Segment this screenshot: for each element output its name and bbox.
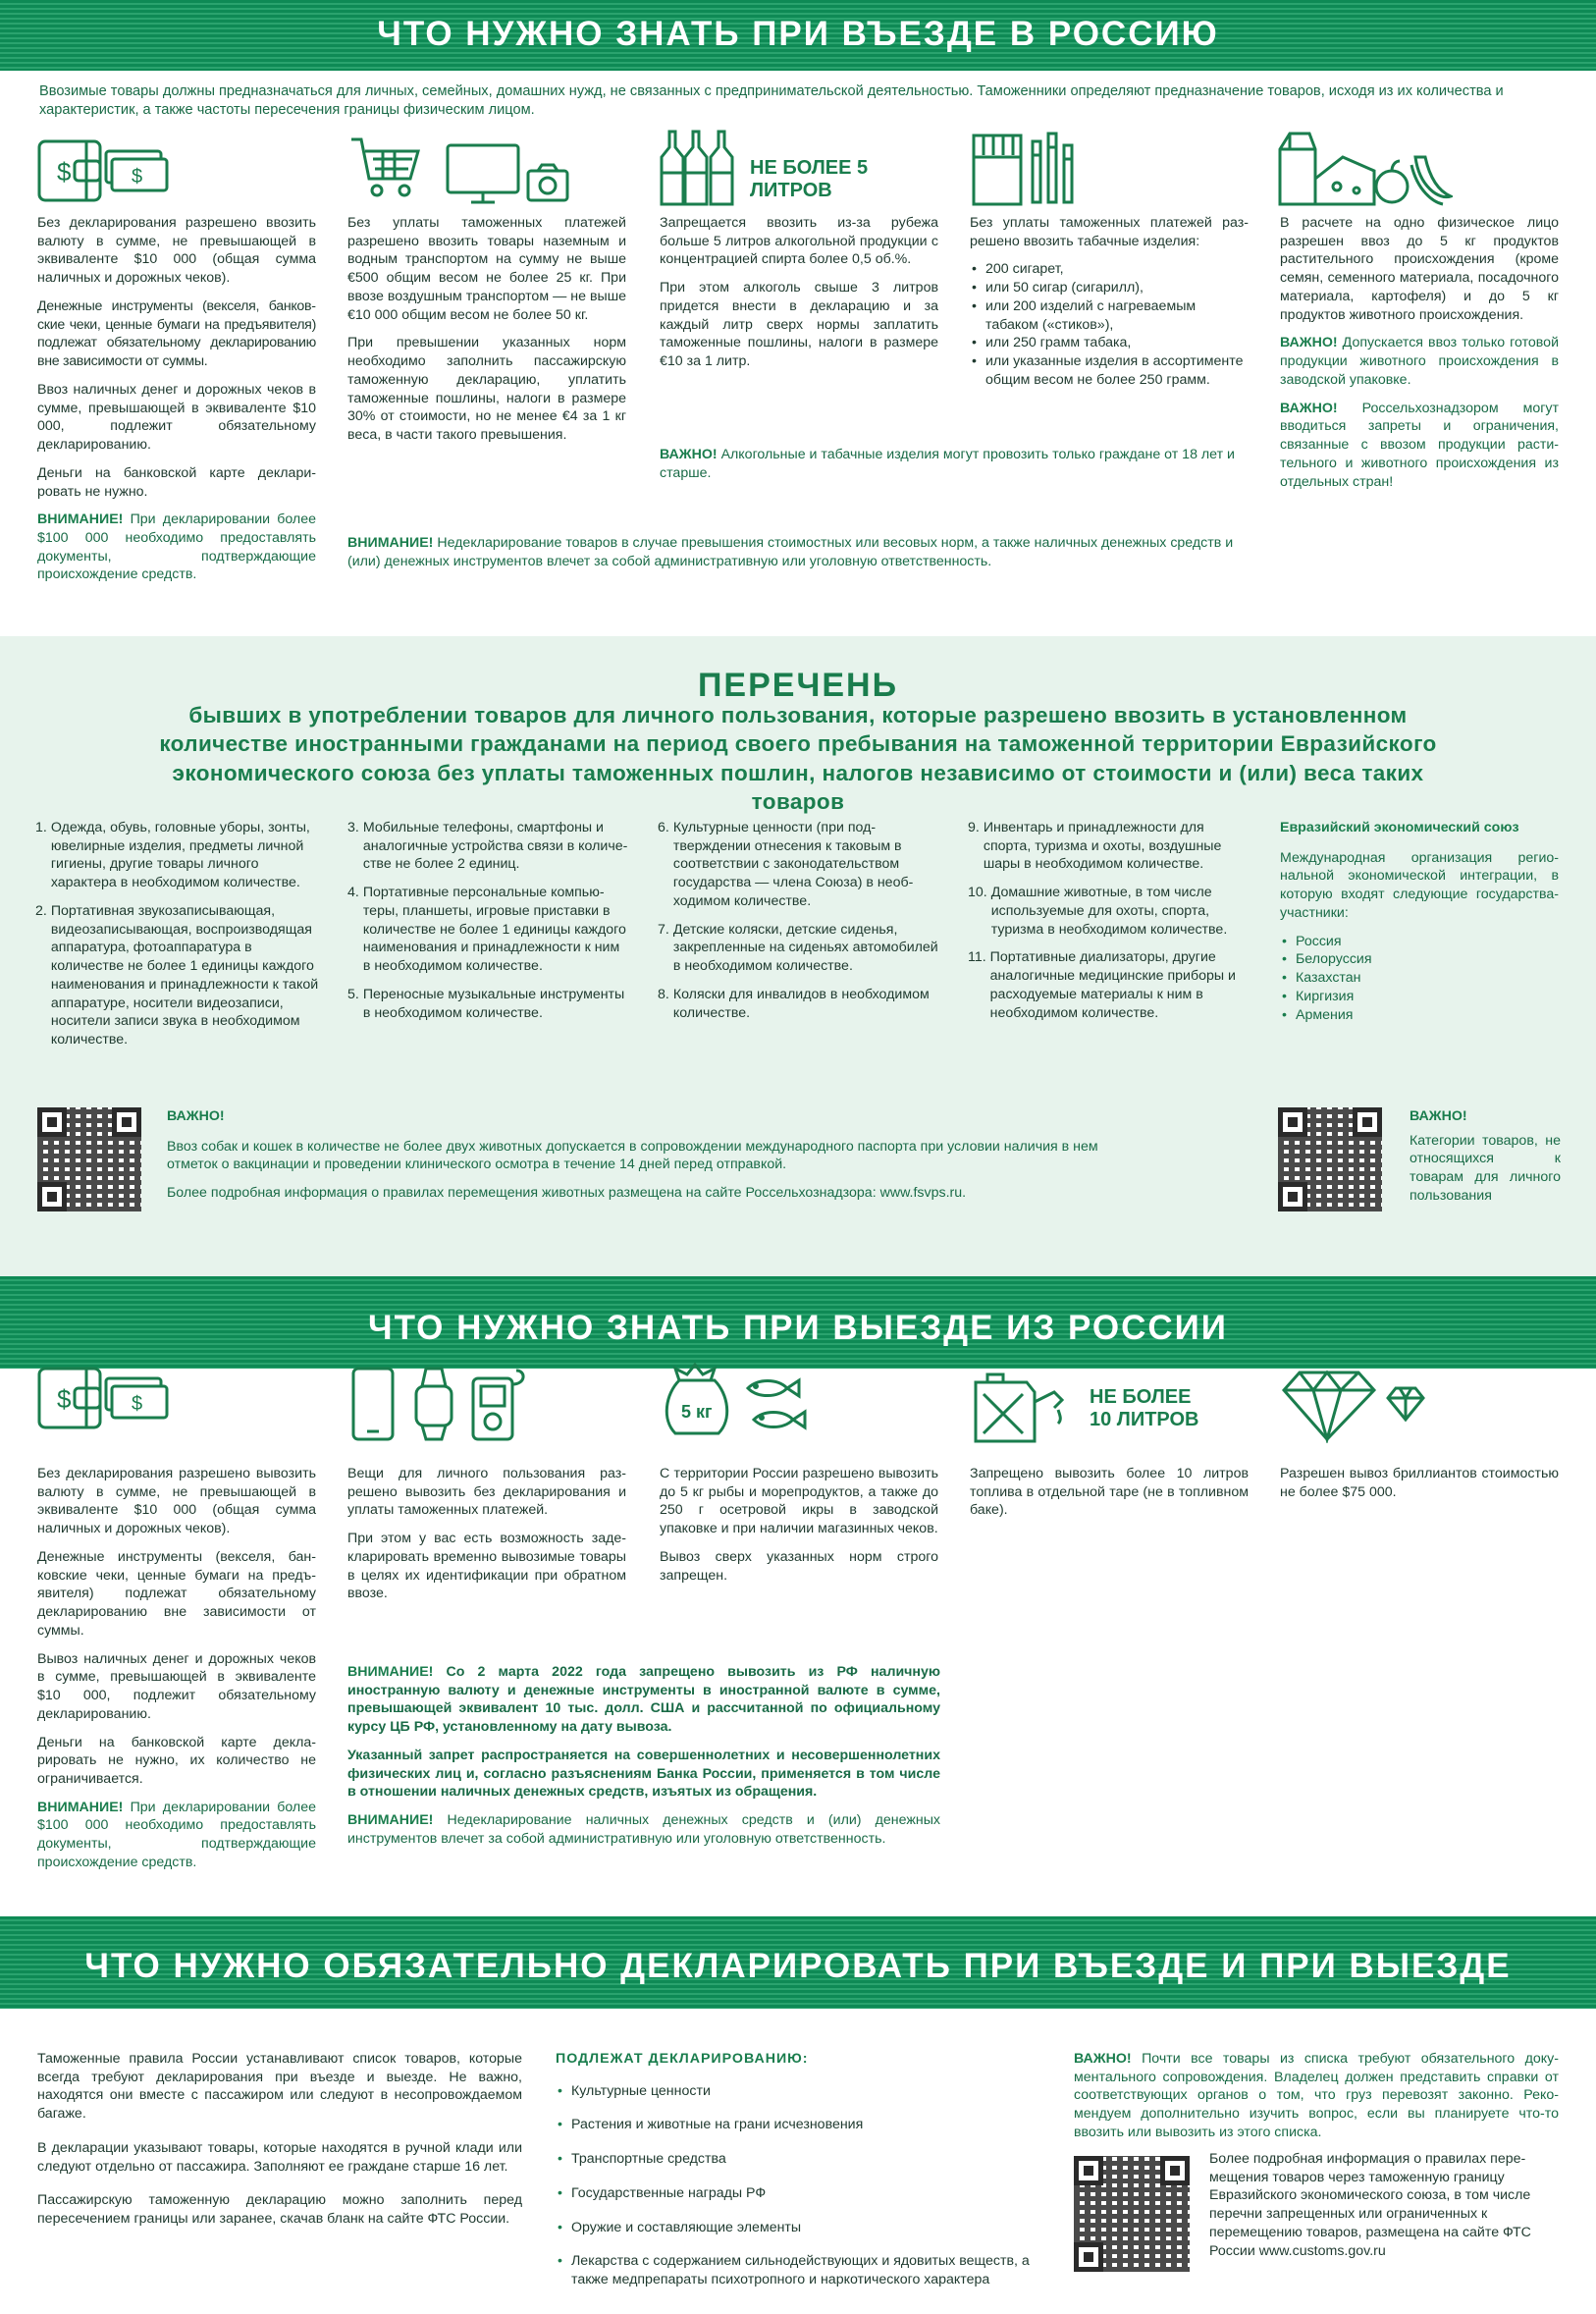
entry-food-p1: В расчете на одно физическое лицо разрешен ввоз до 5 кг продуктов растительного происхождения (кроме семян, семенного материала, посадочного материала, картофеля) и до 5 кг продуктов животного происхождения. <box>1280 215 1559 323</box>
list-item: • Растения и животные на грани исчезновения <box>556 2116 1040 2134</box>
list-item: • Культурные ценности <box>556 2082 1040 2101</box>
eaeu-title: Евразийский экономический союз <box>1280 820 1519 835</box>
exit-title-band <box>0 1276 1596 1369</box>
exit-currency-attn: ВНИМАНИЕ! При декларировании более $100 000 необходимо предоставлять документы, подтверждающие происхождение средств. <box>37 1799 316 1870</box>
list-item: 11. Портативные диализаторы, другие аналогичные медицинские приборы и расходуемые материалы к ним в необходимом количестве. <box>968 949 1236 1021</box>
wallet-money-icon <box>37 137 175 206</box>
entry-alcohol-p1: Запрещается ввозить из-за рубежа больше 5 литров алкогольной продукции с концентрацией спирта более 0,5 об.%. <box>660 215 938 268</box>
wallet-money-icon <box>37 1365 175 1433</box>
svg-text:$: $ <box>57 1384 72 1414</box>
entry-alcohol-p2: При этом алкоголь свыше 3 литров придется внести в декларацию и за каждый литр сверх нормы заплатить таможенные пошлины, налоги в размере €10 за 1 литр. <box>660 280 938 370</box>
declare-note: ВАЖНО! Почти все товары из списка требуют обязательного документального сопровождения. Владелец должен представить справки от соответствующих органов о том, что груз перевозят законно. Рекомендуем дополнительно изучить вопрос, если вы планируете что-то ввозить или вывозить из этого списка. <box>1074 2051 1559 2140</box>
exit-col-personal: Вещи для личного пользования разрешено вывозить без декларирования и уплаты таможенных платежей. При этом у вас есть возможность задекларировать временно вывозимые товары в целях их идентификации при обратном ввозе. <box>347 1466 626 1602</box>
declare-title-band <box>0 1916 1596 2009</box>
entry-attention: ВНИМАНИЕ! Недекларирование товаров в случае превышения стоимостных или весовых норм, а также наличных денежных средств и (или) денежных инструментов влечет за собой административную или уголовную ответственность. <box>347 535 1234 569</box>
list-item: • Государственные награды РФ <box>556 2184 1040 2203</box>
list-item: • или 50 сигар (сигарилл), <box>970 279 1249 297</box>
list-col-1 <box>35 819 320 1059</box>
list-item: 4. Портативные персональные компьютеры, планшеты, игровые приставки в количестве не более 1 единицы каждого наименования и принадлежности к ним в необходимом количестве. <box>347 885 626 975</box>
list-item: • или 200 изделий с нагреваемым табаком («стиков»), <box>970 297 1249 334</box>
exit-col-fish: С территории России разрешено вывозить до 5 кг рыбы и морепродуктов, а также до 250 г осетровой икры в заводской упаковке и при наличии магазинных чеков. Вывоз сверх указанных норм строго запрещен. <box>660 1466 938 1584</box>
svg-text:$: $ <box>57 157 72 187</box>
entry-currency-p4: Деньги на банковской карте декларировать не нужно. <box>37 464 316 500</box>
tobacco-icon <box>970 128 1088 208</box>
list-item: 6. Культурные ценности (при подтверждении отнесения к таковым в соответствии с законодательством государства — члена Союза) в необходимом количестве. <box>658 820 914 909</box>
list-item: 1. Одежда, обувь, головные уборы, зонты, ювелирные изделия, предметы личной гигиены, другие товары личного характера в необходимом количестве. <box>35 820 310 891</box>
entry-currency-p2: Денежные инструменты (векселя, банковские чеки, ценные бумаги на предъявителя) подлежат обязательному декларированию вне зависимости от суммы. <box>37 297 316 370</box>
entry-col-tobacco <box>970 214 1249 398</box>
entry-currency-p1: Без декларирования разрешено ввозить валюту в сумме, не превышающей в эквиваленте $10 000 (общая сумма наличных и дорожных чеков). <box>37 215 316 287</box>
list-item: 10. Домашние животные, в том числе используемые для охоты, спорта, туризма в необходимом количестве. <box>968 885 1228 938</box>
entry-tobacco-p1: Без уплаты таможенных платежей разрешено ввозить табачные изделия: <box>970 215 1249 249</box>
declare-list: ПОДЛЕЖАТ ДЕКЛАРИРОВАНИЮ: • Культурные ценности • Растения и животные на грани исчезновения • Транспортные средства • Государственные награды РФ • Оружие и составляющие элементы • Лекарства с содержанием сильнодействующих и ядовитых веществ, а также медпрепараты психотропного и наркотического характера <box>556 2050 1040 2305</box>
exit-col-currency: Без декларирования разрешено вывозить валюту в сумме, не превышающей в эквиваленте $10 000 (общая сумма наличных и дорожных чеков). Денежные инструменты (векселя, банковские чеки, ценные бумаги на предъявителя) подлежат обязательному декларированию вне зависимости от суммы. Вывоз наличных денег и дорожных чеков в сумме, превышающей в эквиваленте $10 000, подлежит обязательному декларированию. Деньги на банковской карте декларировать не нужно, их количество не ограничивается. ВНИМАНИЕ! При декларировании более $100 000 необходимо предоставлять документы, подтверждающие происхождение средств. <box>37 1466 316 1870</box>
alcohol-limit-badge: НЕ БОЛЕЕ 5 ЛИТРОВ <box>750 157 869 201</box>
list-item: 9. Инвентарь и принадлежности для спорта, туризма и охоты, воздушные шары в необходимом количестве. <box>968 820 1222 873</box>
fish-bag-icon <box>660 1361 826 1443</box>
entry-currency-p3: Ввоз наличных денег и дорожных чеков в сумме, превышающей в эквиваленте $10 000, подлежит обязательному декларированию. <box>37 381 316 454</box>
list-title: ПЕРЕЧЕНЬ <box>697 667 899 704</box>
entry-title-band <box>0 0 1596 71</box>
bottles-icon <box>660 126 738 208</box>
qr-code-customs[interactable] <box>1074 2156 1190 2272</box>
entry-intro: Ввозимые товары должны предназначаться для личных, семейных, домашних нужд, не связанных с предпринимательской деятельностью. Таможенники определяют предназначение товаров, исходя из их количества и характеристик, а также частоты пересечения границы физическим лицом. <box>39 83 1504 119</box>
list-item: 3. Мобильные телефоны, смартфоны и аналогичные устройства связи в количестве не более 2 единиц. <box>347 820 628 873</box>
list-subtitle: бывших в употреблении товаров для личного пользования, которые разрешено ввозить в установленном количестве иностранными гражданами на период своего пребывания на таможенной территории Евразийского экономического союза без уплаты таможенных пошлин, налогов независимо от стоимости и (или) веса таких товаров <box>159 703 1437 814</box>
entry-goods-p2: При превышении указанных норм необходимо заполнить пассажирскую таможенную декларацию, уплатить таможенные пошлины, налоги в размере 30% от стоимости, но не менее €4 за 1 кг веса, в части такого превышения. <box>347 335 626 444</box>
entry-col-alcohol <box>660 214 938 381</box>
list-col-2 <box>347 819 628 1032</box>
exit-col-fuel: Запрещено вывозить более 10 литров топлива в отдельной таре (не в топливном баке). <box>970 1466 1249 1519</box>
entry-title: ЧТО НУЖНО ЗНАТЬ ПРИ ВЪЕЗДЕ В РОССИЮ <box>377 15 1219 53</box>
diamond-icon <box>1280 1369 1427 1443</box>
shopping-cart-tv-camera-icon <box>349 134 575 212</box>
entry-col-goods <box>347 214 626 455</box>
entry-age-note: ВАЖНО! Алкогольные и табачные изделия могут провозить только граждане от 18 лет и старше. <box>660 447 1235 481</box>
fuel-canister-icon <box>970 1363 1068 1445</box>
entry-col-food <box>1280 214 1559 501</box>
list-item: 8. Коляски для инвалидов в необходимом количестве. <box>658 986 930 1021</box>
list-item: • Лекарства с содержанием сильнодействующих и ядовитых веществ, а также медпрепараты психотропного и наркотического характера <box>556 2252 1040 2288</box>
qr-code-categories[interactable] <box>1278 1107 1382 1211</box>
food-products-icon <box>1276 128 1453 208</box>
categories-note: ВАЖНО! Категории товаров, не относящихся к товарам для личного пользования <box>1410 1108 1561 1204</box>
bag-label: 5 кг <box>681 1402 713 1422</box>
entry-currency-attn: ВНИМАНИЕ! При декларировании более $100 000 необходимо предоставлять документы, подтверждающие происхождение средств. <box>37 511 316 583</box>
entry-food-note1: ВАЖНО! Допускается ввоз только готовой продукции животного происхождения в заводской упаковке. <box>1280 335 1559 388</box>
list-col-3 <box>658 819 938 1032</box>
devices-icon <box>349 1365 536 1443</box>
list-item: • Россия <box>1280 933 1559 951</box>
svg-text:$: $ <box>132 166 143 188</box>
svg-text:$: $ <box>132 1393 143 1415</box>
tobacco-list <box>970 260 1249 389</box>
list-item: 2. Портативная звукозаписывающая, видеозаписывающая, воспроизводящая аппаратура, фотоаппаратура в количестве не более 1 единицы каждого наименования и принадлежности к такой аппаратуре, носители видеозаписи, носители записи звука в необходимом количестве. <box>35 902 319 1049</box>
entry-food-note2: ВАЖНО! Россельхознадзором могут вводиться запреты и ограничения, связанные с ввозом продукции растительного и животного происхождения из отдельных стран! <box>1280 400 1559 490</box>
list-item: • 200 сигарет, <box>970 260 1249 279</box>
animals-note-link: Более подробная информация о правилах перемещения животных размещена на сайте Россельхознадзора: www.fsvps.ru. <box>167 1185 967 1202</box>
exit-attention: ВНИМАНИЕ! Со 2 марта 2022 года запрещено вывозить из РФ наличную иностранную валюту и денежные инструменты в иностранной валюте в сумме, превышающей эквивалент 10 тыс. долл. США и рассчитанной по официальному курсу ЦБ РФ, установленному на дату вывоза. Указанный запрет распространяется на совершеннолетних и несовершеннолетних физических лиц и, согласно разъяснениям Банка России, применяется в том числе в отношении наличных денежных средств, изъятых из обращения. ВНИМАНИЕ! Недекларирование наличных денежных средств и (или) денежных инструментов влечет за собой административную или уголовную ответственность. <box>347 1664 940 1847</box>
list-item: • Казахстан <box>1280 969 1559 988</box>
list-col-4 <box>968 819 1249 1032</box>
list-item: 7. Детские коляски, детские сиденья, закрепленные на сиденьях автомобилей в необходимом количестве. <box>658 921 938 975</box>
list-item: • Оружие и составляющие элементы <box>556 2219 1040 2237</box>
exit-col-diamonds: Разрешен вывоз бриллиантов стоимостью не более $75 000. <box>1280 1466 1559 1500</box>
list-item: 5. Переносные музыкальные инструменты в необходимом количестве. <box>347 986 625 1021</box>
eaeu-text: Международная организация региональной экономической интеграции, в которую входят следующие государства-участники: <box>1280 849 1559 921</box>
animals-note: ВАЖНО! Ввоз собак и кошек в количестве не более двух животных допускается в сопровождении международного паспорта при условии наличия в нем отметок о вакцинации и проведении клинического осмотра в течение 14 дней перед отправкой. Более подробная информация о правилах перемещения животных размещена на сайте Россельхознадзора: www.fsvps.ru. <box>167 1107 1129 1212</box>
declare-title: ЧТО НУЖНО ОБЯЗАТЕЛЬНО ДЕКЛАРИРОВАТЬ ПРИ ВЪЕЗДЕ И ПРИ ВЫЕЗДЕ <box>84 1947 1512 1985</box>
declare-more: Более подробная информация о правилах перемещения товаров через таможенную границу Евразийского экономического союза, в том числе перечни запрещенных или ограниченных к перемещению товаров, размещена на сайте ФТС России www.customs.gov.ru <box>1209 2151 1531 2259</box>
eaeu-members <box>1280 933 1559 1025</box>
eaeu-info <box>1280 819 1559 1032</box>
entry-col-currency <box>37 214 316 594</box>
list-item: • Белоруссия <box>1280 950 1559 969</box>
animals-note-text: Ввоз собак и кошек в количестве не более двух животных допускается в сопровождении международного паспорта при условии наличия в нем отметок о вакцинации и проведении клинического осмотра в течение 14 дней перед отправкой. <box>167 1138 1098 1173</box>
list-item: • Армения <box>1280 1006 1559 1025</box>
exit-title: ЧТО НУЖНО ЗНАТЬ ПРИ ВЫЕЗДЕ ИЗ РОССИИ <box>368 1309 1228 1347</box>
list-item: • или указанные изделия в ассортименте общим весом не более 250 грамм. <box>970 352 1249 389</box>
fuel-limit-badge: НЕ БОЛЕЕ 10 ЛИТРОВ <box>1090 1386 1199 1430</box>
entry-goods-p1: Без уплаты таможенных платежей разрешено ввозить товары наземным и водным транспортом на сумму не выше €500 общим весом не более 25 кг. При ввозе воздушным транспортом — не выше €10 000 общим весом не более 50 кг. <box>347 215 626 323</box>
declare-intro: Таможенные правила России устанавливают список товаров, которые всегда требуют декларирования при въезде и выезде. Не важно, находятся они вместе с пассажиром или следуют в несопровождаемом багаже. В декларации указывают товары, которые находятся в ручной клади или следуют отдельно от пассажира. Заполняют ее граждане старше 16 лет. Пассажирскую таможенную декларацию можно заполнить перед пересечением границы или заранее, скачав бланк на сайте ФТС России. <box>37 2051 522 2228</box>
qr-code-animals[interactable] <box>37 1107 141 1211</box>
list-item: • Транспортные средства <box>556 2150 1040 2169</box>
list-item: • Киргизия <box>1280 988 1559 1006</box>
list-item: • или 250 грамм табака, <box>970 334 1249 352</box>
